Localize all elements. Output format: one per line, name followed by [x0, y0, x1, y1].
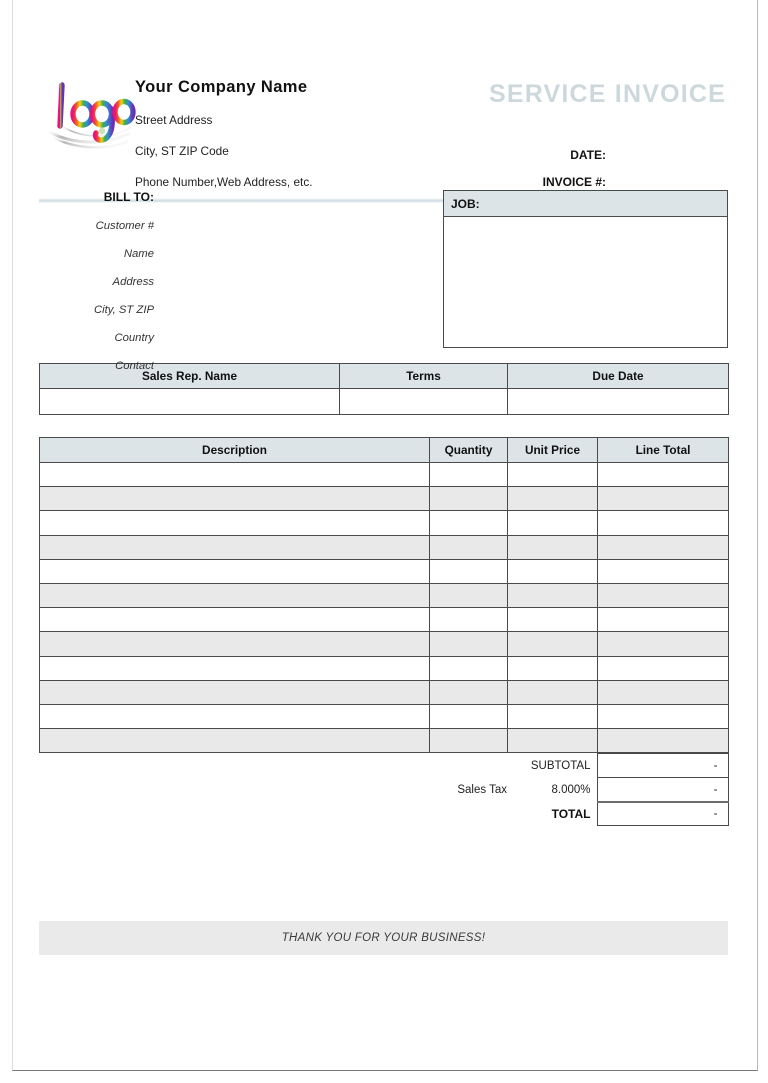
bill-to-block — [39, 190, 154, 388]
column-header-due-date: Due Date — [508, 364, 729, 389]
cell-description[interactable] — [40, 511, 430, 535]
column-header-unit-price: Unit Price — [508, 438, 598, 463]
cell-quantity[interactable] — [430, 463, 508, 487]
bill-to-name-label: Name — [123, 248, 154, 260]
company-logo — [45, 76, 137, 154]
totals-spacer — [429, 802, 507, 826]
job-label: JOB: — [444, 191, 727, 217]
cell-description[interactable] — [40, 704, 430, 728]
table-header-row — [40, 438, 729, 463]
bill-to-address-label: Address — [112, 276, 154, 288]
cell-line-total[interactable] — [598, 583, 729, 607]
cell-line-total[interactable] — [598, 632, 729, 656]
cell-description[interactable] — [40, 632, 430, 656]
cell-unit-price[interactable] — [508, 656, 598, 680]
table-row — [40, 608, 729, 632]
table-row — [40, 704, 729, 728]
table-row — [40, 680, 729, 704]
table-row — [40, 559, 729, 583]
cell-line-total[interactable] — [598, 559, 729, 583]
invoice-number-label: INVOICE #: — [542, 175, 606, 189]
cell-unit-price[interactable] — [508, 559, 598, 583]
cell-line-total[interactable] — [598, 680, 729, 704]
cell-quantity[interactable] — [430, 535, 508, 559]
subtotal-row — [39, 754, 728, 778]
company-name: Your Company Name — [135, 78, 308, 96]
column-header-sales-rep-name: Sales Rep. Name — [40, 364, 340, 389]
invoice-header — [39, 0, 728, 189]
cell-line-total[interactable] — [598, 511, 729, 535]
total-label: TOTAL — [551, 806, 591, 821]
cell-sales-rep-name[interactable] — [40, 389, 340, 415]
sales-tax-row — [39, 778, 728, 802]
cell-description[interactable] — [40, 729, 430, 753]
bill-to-customer-number-label: Customer # — [95, 220, 154, 232]
cell-unit-price[interactable] — [508, 729, 598, 753]
cell-description[interactable] — [40, 583, 430, 607]
column-header-description: Description — [40, 438, 430, 463]
cell-quantity[interactable] — [430, 511, 508, 535]
invoice-sheet — [39, 0, 728, 955]
cell-unit-price[interactable] — [508, 511, 598, 535]
footer-banner — [39, 921, 728, 955]
line-items-table — [39, 437, 729, 753]
cell-quantity[interactable] — [430, 680, 508, 704]
cell-description[interactable] — [40, 535, 430, 559]
cell-unit-price[interactable] — [508, 680, 598, 704]
sales-tax-value: - — [597, 778, 728, 802]
table-row — [40, 535, 729, 559]
line-items-body — [40, 463, 729, 753]
job-input-area[interactable] — [444, 217, 727, 373]
cell-line-total[interactable] — [598, 729, 729, 753]
totals-spacer — [39, 754, 429, 778]
bill-to-title: BILL TO: — [103, 190, 154, 204]
cell-line-total[interactable] — [598, 608, 729, 632]
cell-quantity[interactable] — [430, 559, 508, 583]
column-header-quantity: Quantity — [430, 438, 508, 463]
column-header-line-total: Line Total — [598, 438, 729, 463]
date-label: DATE: — [570, 148, 606, 162]
cell-unit-price[interactable] — [508, 704, 598, 728]
subtotal-label: SUBTOTAL — [530, 759, 591, 772]
cell-quantity[interactable] — [430, 487, 508, 511]
bill-to-country-label: Country — [114, 332, 154, 344]
cell-unit-price[interactable] — [508, 463, 598, 487]
table-row — [40, 487, 729, 511]
bill-to-city-state-zip-label: City, ST ZIP — [93, 304, 154, 316]
subtotal-value: - — [597, 754, 728, 778]
totals-spacer — [429, 754, 507, 778]
cell-description[interactable] — [40, 680, 430, 704]
table-row — [40, 656, 729, 680]
table-row — [40, 511, 729, 535]
table-row — [40, 729, 729, 753]
cell-unit-price[interactable] — [508, 632, 598, 656]
company-street-address: Street Address — [135, 113, 213, 127]
column-header-terms: Terms — [340, 364, 508, 389]
document-title: SERVICE INVOICE — [488, 80, 726, 108]
cell-quantity[interactable] — [430, 583, 508, 607]
company-phone-web: Phone Number,Web Address, etc. — [135, 175, 313, 189]
cell-unit-price[interactable] — [508, 608, 598, 632]
cell-unit-price[interactable] — [508, 487, 598, 511]
cell-quantity[interactable] — [430, 704, 508, 728]
sales-tax-rate[interactable]: 8.000% — [551, 783, 591, 796]
totals-table — [39, 753, 729, 826]
job-box — [443, 190, 728, 348]
cell-line-total[interactable] — [598, 463, 729, 487]
totals-spacer — [39, 778, 429, 802]
table-row — [40, 583, 729, 607]
table-row — [40, 632, 729, 656]
cell-description[interactable] — [40, 463, 430, 487]
cell-unit-price[interactable] — [508, 583, 598, 607]
cell-quantity[interactable] — [430, 729, 508, 753]
bill-to-contact-label: Contact — [115, 360, 154, 372]
cell-unit-price[interactable] — [508, 535, 598, 559]
billto-job-section — [39, 190, 728, 372]
cell-quantity[interactable] — [430, 656, 508, 680]
cell-quantity[interactable] — [430, 632, 508, 656]
cell-line-total[interactable] — [598, 535, 729, 559]
cell-description[interactable] — [40, 608, 430, 632]
totals-spacer — [39, 802, 429, 826]
cell-description[interactable] — [40, 559, 430, 583]
cell-line-total[interactable] — [598, 704, 729, 728]
cell-quantity[interactable] — [430, 608, 508, 632]
cell-terms[interactable] — [340, 389, 508, 415]
cell-line-total[interactable] — [598, 487, 729, 511]
total-row — [39, 802, 728, 826]
cell-description[interactable] — [40, 656, 430, 680]
table-row — [40, 389, 729, 415]
total-value: - — [597, 802, 728, 826]
sales-tax-label: Sales Tax — [457, 783, 507, 796]
cell-due-date[interactable] — [508, 389, 729, 415]
cell-description[interactable] — [40, 487, 430, 511]
thank-you-message: THANK YOU FOR YOUR BUSINESS! — [281, 932, 486, 945]
company-city-state-zip: City, ST ZIP Code — [135, 144, 229, 158]
cell-line-total[interactable] — [598, 656, 729, 680]
table-row — [40, 463, 729, 487]
